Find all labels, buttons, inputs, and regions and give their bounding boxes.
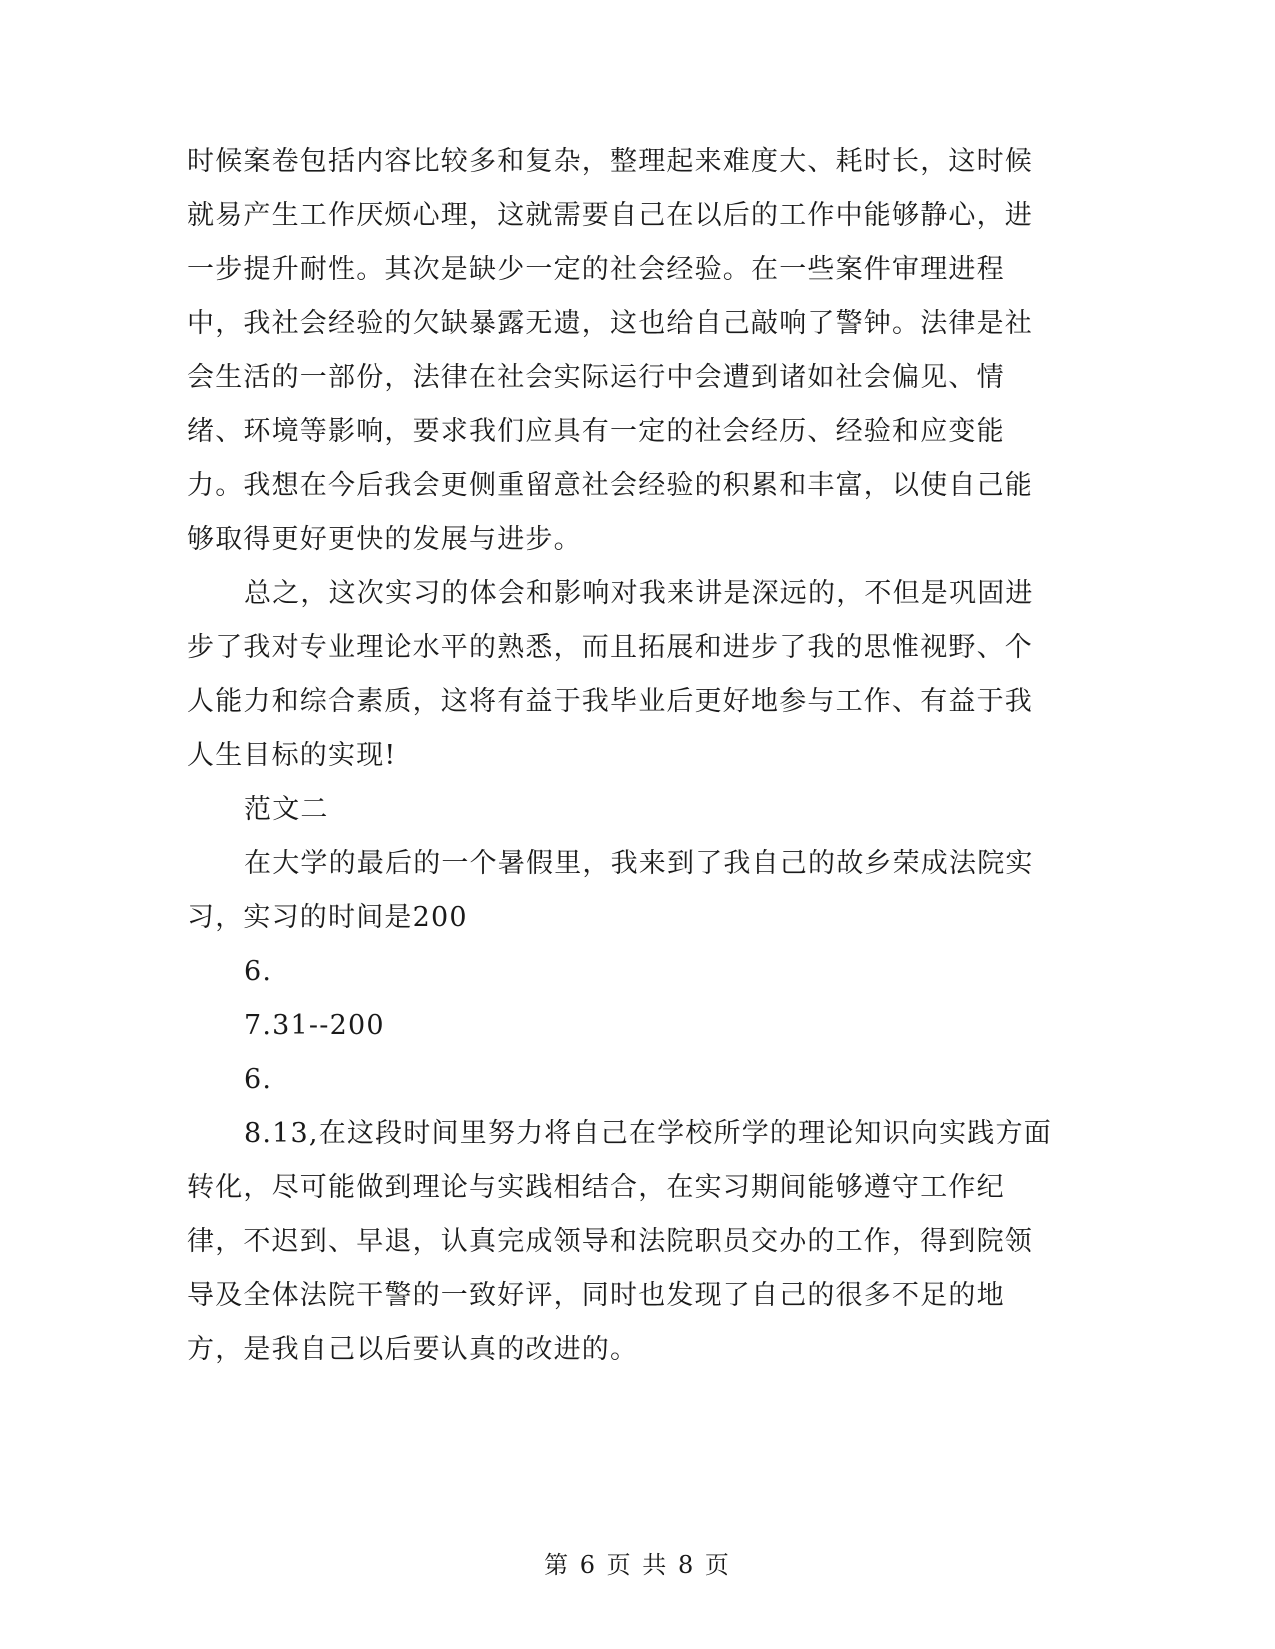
text-line: 就易产生工作厌烦心理，这就需要自己在以后的工作中能够静心，进 (187, 200, 1033, 231)
text-line: 导及全体法院干警的一致好评，同时也发现了自己的很多不足的地 (187, 1280, 1005, 1311)
text-line: 时候案卷包括内容比较多和复杂，整理起来难度大、耗时长，这时候 (187, 146, 1033, 177)
text-line: 一步提升耐性。其次是缺少一定的社会经验。在一些案件审理进程 (187, 254, 1005, 285)
text-line: 绪、环境等影响，要求我们应具有一定的社会经历、经验和应变能 (187, 416, 1005, 447)
text-line: 步了我对专业理论水平的熟悉，而且拓展和进步了我的思惟视野、个 (187, 632, 1033, 663)
text-line: 人能力和综合素质，这将有益于我毕业后更好地参与工作、有益于我 (187, 686, 1033, 717)
text-line: 够取得更好更快的发展与进步。 (187, 524, 582, 555)
paragraph-start-line: 总之，这次实习的体会和影响对我来讲是深远的，不但是巩固进 (244, 578, 1034, 609)
section-heading: 范文二 (244, 794, 329, 825)
text-line: 会生活的一部份，法律在社会实际运行中会遭到诸如社会偏见、情 (187, 362, 1005, 393)
text-line: 8.13,在这段时间里努力将自己在学校所学的理论知识向实践方面 (244, 1118, 1052, 1149)
text-line: 律，不迟到、早退，认真完成领导和法院职员交办的工作，得到院领 (187, 1226, 1033, 1257)
text-line: 方，是我自己以后要认真的改进的。 (187, 1334, 639, 1365)
paragraph-start-line: 在大学的最后的一个暑假里，我来到了我自己的故乡荣成法院实 (244, 848, 1034, 879)
text-line: 中，我社会经验的欠缺暴露无遗，这也给自己敲响了警钟。法律是社 (187, 308, 1033, 339)
text-line: 转化，尽可能做到理论与实践相结合，在实习期间能够遵守工作纪 (187, 1172, 1005, 1203)
text-line: 6. (244, 1064, 273, 1095)
page-footer: 第 6 页 共 8 页 (544, 1551, 731, 1579)
text-line: 力。我想在今后我会更侧重留意社会经验的积累和丰富，以使自己能 (187, 470, 1033, 501)
text-line: 7.31--200 (244, 1010, 385, 1041)
text-line: 习，实习的时间是200 (187, 902, 468, 933)
text-line: 人生目标的实现! (187, 740, 397, 771)
text-line: 6. (244, 956, 273, 987)
